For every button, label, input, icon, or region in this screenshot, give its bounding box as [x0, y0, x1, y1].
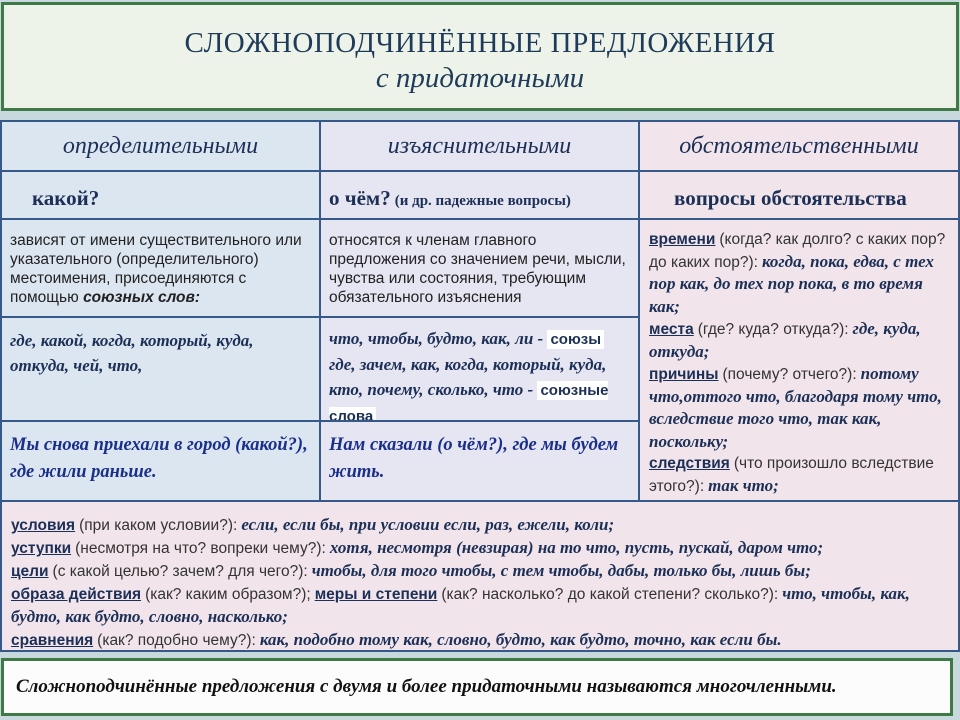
question-text: какой? — [32, 186, 100, 210]
list-item: уступки (несмотря на что? вопреки чему?): хотя, несмотря (невзирая) на то что, пусть, пускай, даром что; — [11, 538, 824, 557]
conjunctions: что, чтобы, будто, как, ли - — [329, 329, 544, 348]
conjunctive-words-tag: союзные слова — [329, 381, 608, 422]
column-header-definitive: определительными — [0, 120, 321, 172]
example-definitive — [0, 420, 321, 502]
example-text: Нам сказали (о чём?), где мы будем жить. — [329, 435, 619, 482]
question-definitive — [0, 170, 321, 220]
words-definitive — [0, 316, 321, 422]
page-subtitle: с придаточными — [375, 62, 585, 94]
column-header-explanatory: изъяснительными — [319, 120, 640, 172]
description-text: зависят от имени существительного или указательного (определительного) местоимения, присоединяются с помощью — [10, 232, 302, 306]
list-item: следствия (что произошло вследствие этого?): так что; — [649, 455, 934, 495]
question-text: о чём? — [329, 186, 391, 210]
title-box — [1, 2, 959, 111]
example-explanatory — [319, 420, 640, 502]
words-explanatory — [319, 316, 640, 422]
description-definitive — [0, 218, 321, 318]
conjunctions-tag: союзы — [547, 330, 604, 349]
description-explanatory — [319, 218, 640, 318]
description-text: относятся к членам главного предложения со значением речи, мысли, чувства или состояния, требующим обязательного изъяснения — [329, 232, 626, 306]
circumstantial-list-bottom — [0, 500, 960, 652]
question-explanatory — [319, 170, 640, 220]
conjunctive-words: где, зачем, как, когда, который, куда, кто, почему, сколько, что - — [329, 355, 607, 399]
circumstantial-list — [638, 218, 960, 502]
list-item: причины (почему? отчего?): потому что,оттого что, благодаря тому что, вследствие того что, так как, поскольку; — [649, 364, 942, 451]
list-item: времени (когда? как долго? с каких пор? до каких пор?): когда, пока, едва, с тех пор как, до тех пор пока, в то время как; — [649, 231, 946, 316]
list-item: места (где? куда? откуда?): где, куда, откуда; — [649, 319, 921, 361]
description-tag: союзных слов: — [83, 289, 201, 306]
list-item: сравнения (как? подобно чему?): как, подобно тому как, словно, будто, как будто, точно, как если бы. — [11, 630, 782, 649]
list-item: цели (с какой целью? зачем? для чего?): чтобы, для того чтобы, с тем чтобы, дабы, только бы, лишь бы; — [11, 561, 811, 580]
list-item: образа действия (как? каким образом?); меры и степени (как? насколько? до какой степени? сколько?): что, чтобы, как, будто, как будто, словно, насколько; — [11, 584, 910, 626]
question-text: вопросы обстоятельства — [674, 186, 907, 210]
page-title: СЛОЖНОПОДЧИНЁННЫЕ ПРЕДЛОЖЕНИЯ — [184, 27, 776, 59]
list-item: условия (при каком условии?): если, если бы, при условии если, раз, ежели, коли; — [11, 515, 615, 534]
footer-note: Сложноподчинённые предложения с двумя и более придаточными называются многочленными. — [1, 658, 953, 716]
example-text: Мы снова приехали в город (какой?), где жили раньше. — [10, 435, 308, 482]
column-header-circumstantial: обстоятельственными — [638, 120, 960, 172]
question-circumstantial — [638, 170, 960, 220]
question-note: (и др. падежные вопросы) — [394, 193, 571, 209]
conjunctive-words: где, какой, когда, который, куда, откуда, чей, что, — [10, 331, 254, 375]
